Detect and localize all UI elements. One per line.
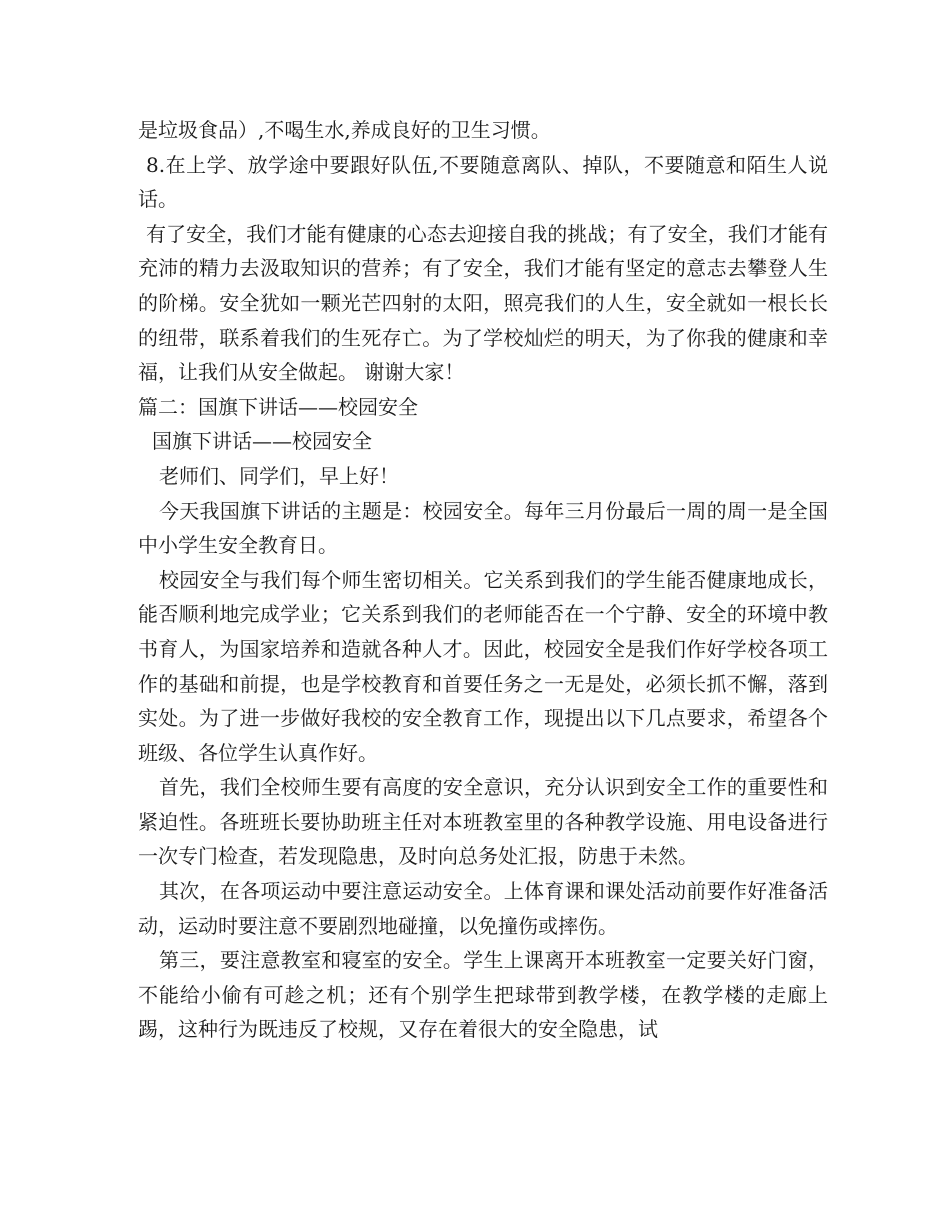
paragraph-third-requirement: 第三，要注意教室和寝室的安全。学生上课离开本班教室一定要关好门窗，不能给小偷有可趁之机；还有个别学生把球带到教学楼，在教学楼的走廊上踢，这种行为既违反了校规，又存在着很大的安全隐患，试 <box>138 948 828 1042</box>
paragraph-second-requirement: 其次，在各项运动中要注意运动安全。上体育课和课处活动前要作好准备活动，运动时要注意不要剧烈地碰撞，以免撞伤或摔伤。 <box>138 879 828 938</box>
paragraph-theme: 今天我国旗下讲话的主题是：校园安全。每年三月份最后一周的周一是全国中小学生安全教育日。 <box>138 498 828 558</box>
speech-title: 国旗下讲话——校园安全 <box>152 429 372 454</box>
paragraph-first-requirement: 首先，我们全校师生要有高度的安全意识，充分认识到安全工作的重要性和紧迫性。各班班长要协助班主任对本班教室里的各种教学设施、用电设备进行一次专门检查，若发现隐患，及时向总务处汇报，防患于未然。 <box>138 775 828 869</box>
paragraph-campus-safety: 校园安全与我们每个师生密切相关。它关系到我们的学生能否健康地成长，能否顺利地完成学业；它关系到我们的老师能否在一个宁静、安全的环境中教书育人，为国家培养和造就各种人才。因此，校园安全是我们作好学校各项工作的基础和前提，也是学校教育和首要任务之一无是处，必须长抓不懈，落到实处。为了进一步做好我校的安全教育工作，现提出以下几点要求，希望各个班级、各位学生认真作好。 <box>138 567 828 765</box>
section-heading-part-two: 篇二：国旗下讲话——校园安全 <box>138 394 418 419</box>
greeting: 老师们、同学们，早上好！ <box>159 463 399 488</box>
paragraph-hygiene-habits: 是垃圾食品）,不喝生水,养成良好的卫生习惯。 <box>138 118 551 142</box>
paragraph-item-8: 8.在上学、放学途中要跟好队伍,不要随意离队、掉队，不要随意和陌生人说话。 <box>138 152 828 212</box>
paragraph-safety-closing: 有了安全，我们才能有健康的心态去迎接自我的挑战；有了安全，我们才能有充沛的精力去汲取知识的营养；有了安全，我们才能有坚定的意志去攀登人生的阶梯。安全犹如一颗光芒四射的太阳，照亮我们的人生，安全就如一根长长的纽带，联系着我们的生死存亡。为了学校灿烂的明天，为了你我的健康和幸福，让我们从安全做起。 谢谢大家！ <box>138 221 828 385</box>
document-page <box>138 113 828 1047</box>
